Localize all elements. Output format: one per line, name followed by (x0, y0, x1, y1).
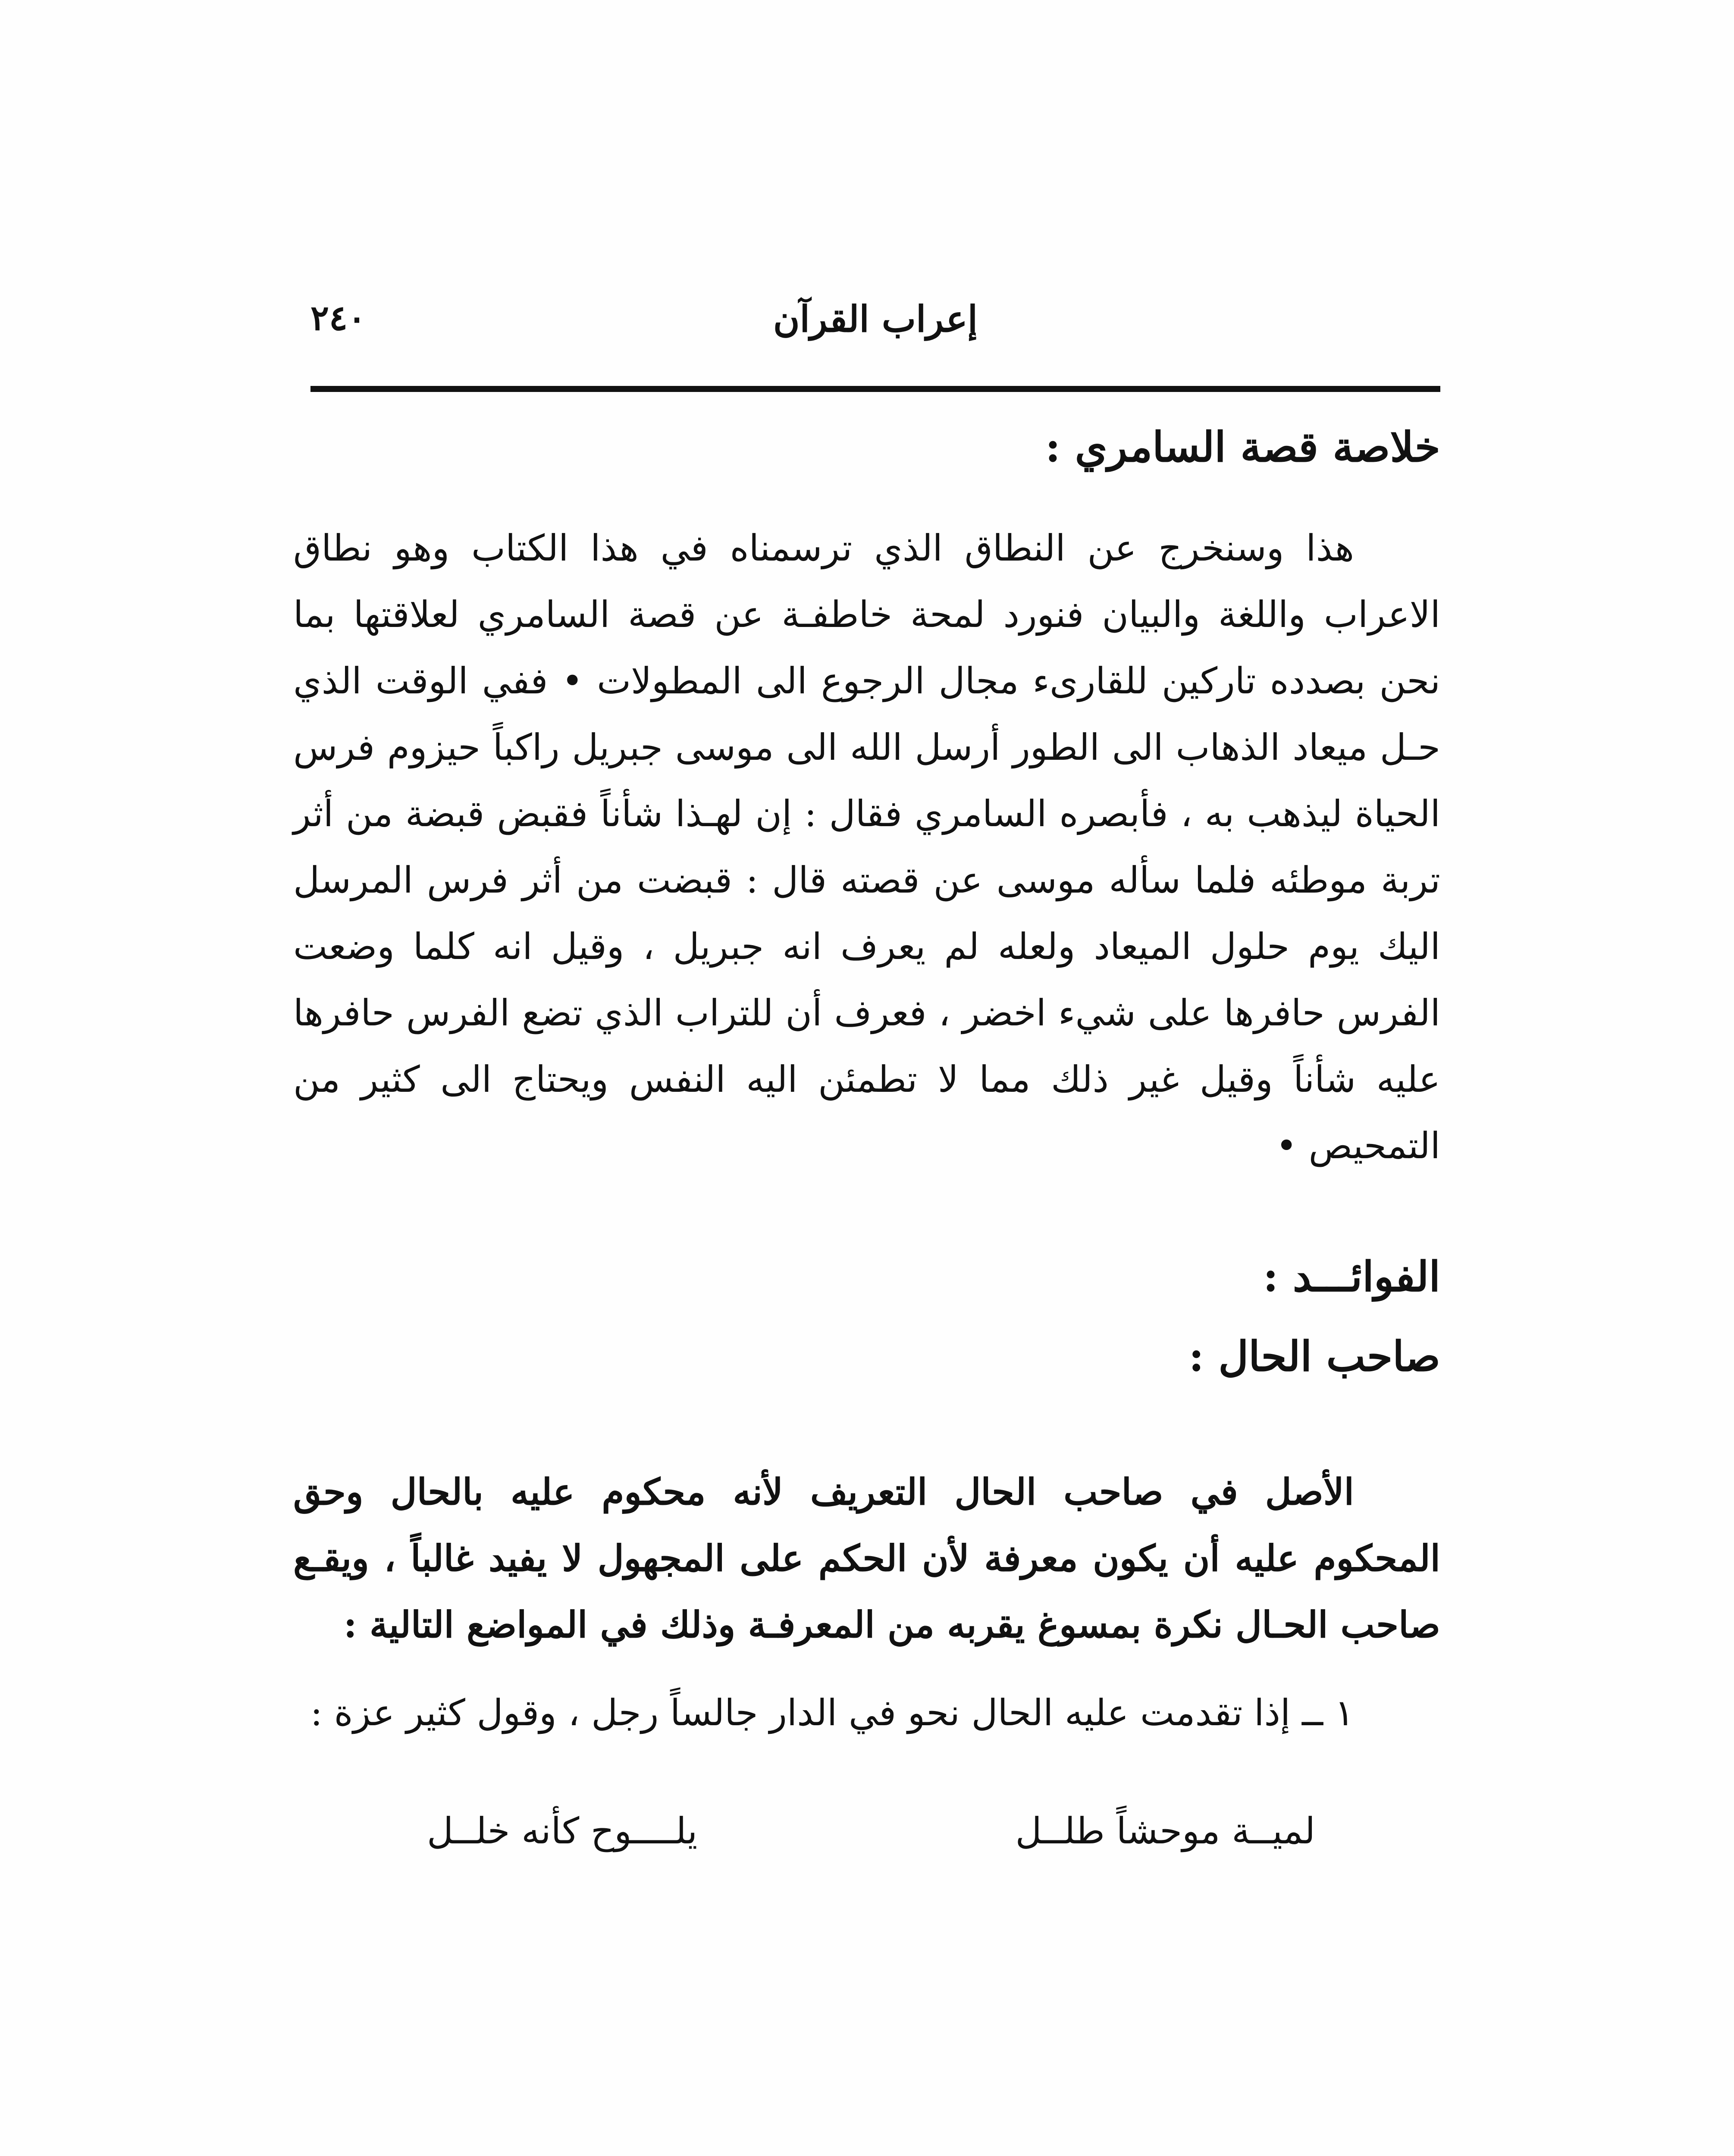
list-item-1: ١ ــ إذا تقدمت عليه الحال نحو في الدار جالساً رجل ، وقول كثير عزة : (310, 1692, 1354, 1734)
page-header (310, 298, 1440, 358)
page-number: ٢٤٠ (310, 298, 366, 338)
book-title: إعراب القرآن (773, 298, 978, 340)
page-content (293, 414, 1440, 1864)
verse-hemistich-first: لميــة موحشاً طلــل (1015, 1810, 1315, 1852)
verse-hemistich-second: يلــــوح كأنه خلــل (427, 1810, 698, 1852)
subheading-sahib-al-hal: صاحب الحال : (1188, 1332, 1440, 1381)
samiri-story-paragraph: هذا وسنخرج عن النطاق الذي ترسمناه في هذا الكتاب وهو نطاق الاعراب واللغة والبيان فنورد لمحة خاطفـة عن قصة السامري لعلاقتها بما نحن بصدده تاركين للقارىء مجال الرجوع الى المطولات • ففي الوقت الذي حـل ميعاد الذهاب الى الطور أرسل الله الى موسى جبريل راكباً حيزوم فرس الحياة ليذهب به ، فأبصره السامري فقال : إن لهـذا شأناً فقبض قبضة من أثر تربة موطئه فلما سأله موسى عن قصته قال : قبضت من أثر فرس المرسل اليك يوم حلول الميعاد ولعله لم يعرف انه جبريل ، وقيل انه كلما وضعت الفرس حافرها على شيء اخضر ، فعرف أن للتراب الذي تضع الفرس حافرها عليه شأناً وقيل غير ذلك مما لا تطمئن اليه النفس ويحتاج الى كثير من التمحيص • (293, 527, 1440, 1167)
section-heading-benefits: الفوائـــد : (1263, 1252, 1440, 1301)
poetry-verse (427, 1798, 1315, 1864)
sahib-al-hal-paragraph: الأصل في صاحب الحال التعريف لأنه محكوم عليه بالحال وحق المحكوم عليه أن يكون معرفة لأن الحكم على المجهول لا يفيد غالباً ، ويقـع صاحب الحـال نكرة بمسوغ يقربه من المعرفـة وذلك في المواضع التالية : (293, 1470, 1440, 1646)
section-heading-samiri: خلاصة قصة السامري : (1045, 423, 1440, 471)
header-divider (310, 386, 1440, 392)
